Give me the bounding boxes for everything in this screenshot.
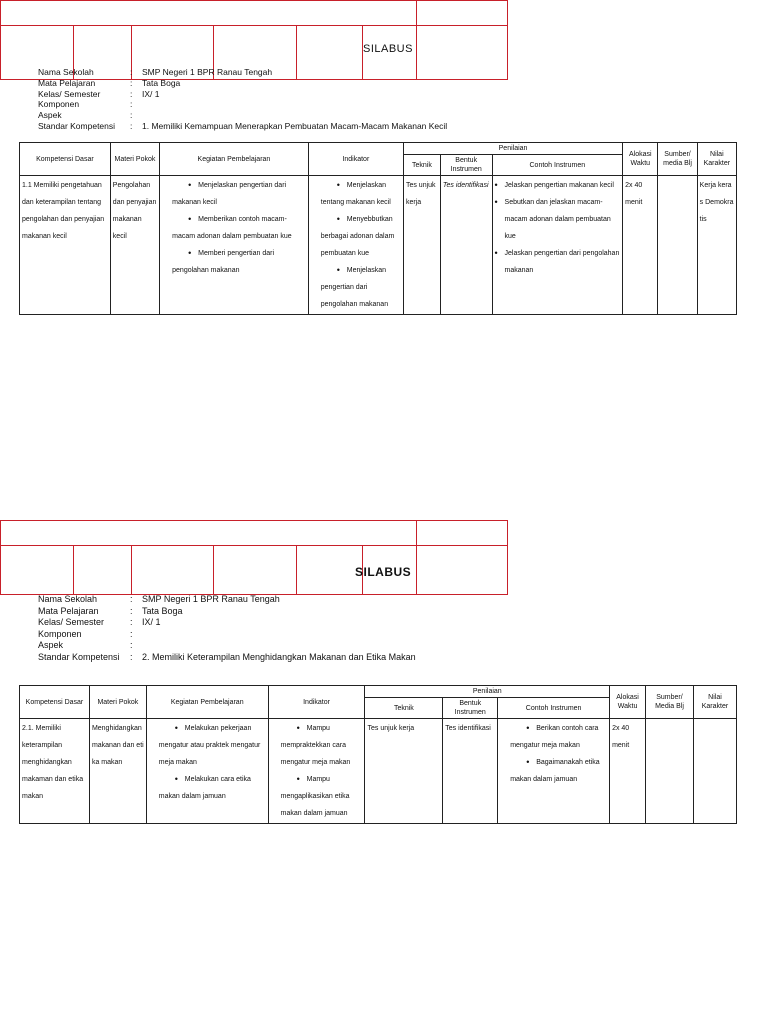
meta-key: Standar Kompetensi — [38, 120, 116, 131]
indikator-cell — [268, 719, 365, 824]
list-item: • Bagaimanakah etika makan dalam jamuan — [500, 754, 607, 788]
list-item: • Memberikan contoh macam-macam adonan dalam pembuatan kue — [162, 211, 306, 245]
col-penilaian: Penilaian — [403, 143, 622, 155]
col-alokasi: Alokasi Waktu — [623, 143, 658, 176]
col-teknik: Teknik — [403, 155, 440, 176]
col-indikator: Indikator — [268, 686, 365, 719]
nilai-cell: Kerja keras Demokratis — [697, 176, 736, 315]
meta-key: Mata Pelajaran — [38, 605, 99, 616]
col-contoh: Contoh Instrumen — [498, 698, 610, 719]
contoh-cell — [498, 719, 610, 824]
silabus-title: SILABUS — [355, 565, 412, 579]
meta-value: IX/ 1 — [142, 617, 161, 627]
meta-value: 2. Memiliki Keterampilan Menghidangkan Makanan dan Etika Makan — [142, 651, 416, 662]
kd-cell: 1.1 Memiliki pengetahuan dan keterampilan tentang pengolahan dan penyajian makanan kecil — [20, 176, 111, 315]
col-materi: Materi Pokok — [110, 143, 159, 176]
list-item: • Sebutkan dan jelaskan macam-macam adonan dalam pembuatan kue — [495, 194, 621, 245]
col-teknik: Teknik — [365, 698, 443, 719]
col-contoh: Contoh Instrumen — [492, 155, 623, 176]
list-item: • Memberi pengertian dari pengolahan makanan — [162, 245, 306, 279]
col-nilai: Nilai Karakter — [697, 143, 736, 176]
meta-key: Standar Kompetensi — [38, 651, 120, 662]
silabus-table-2 — [19, 685, 737, 824]
list-item: • Menyebbutkan berbagai adonan dalam pembuatan kue — [311, 211, 401, 262]
col-kegiatan: Kegiatan Pembelajaran — [160, 143, 309, 176]
col-alokasi: Alokasi Waktu — [610, 686, 646, 719]
meta-key: Aspek — [38, 110, 62, 121]
list-item: • Menjelaskan pengertian dari pengolahan makanan — [311, 262, 401, 313]
col-kd: Kompetensi Dasar — [20, 143, 111, 176]
col-nilai: Nilai Karakter — [693, 686, 736, 719]
col-bentuk: Bentuk Instrumen — [440, 155, 492, 176]
col-bentuk: Bentuk Instrumen — [443, 698, 498, 719]
bentuk-cell: Tes identifikasi — [443, 719, 498, 824]
list-item: • Mampu mempraktekkan cara mengatur meja makan — [271, 720, 363, 771]
col-kegiatan: Kegiatan Pembelajaran — [146, 686, 268, 719]
silabus-table-1 — [19, 142, 737, 315]
meta-key: Komponen — [38, 628, 82, 639]
kegiatan-cell — [160, 176, 309, 315]
meta-key: Nama Sekolah — [38, 594, 98, 604]
alokasi-cell: 2x 40 menit — [623, 176, 658, 315]
list-item: • Jelaskan pengertian makanan kecil — [495, 177, 621, 194]
header-top-row — [1, 521, 507, 546]
list-item: • Menjelaskan tentang makanan kecil — [311, 177, 401, 211]
sumber-cell — [658, 176, 697, 315]
alokasi-cell: 2x 40 menit — [610, 719, 646, 824]
nilai-cell — [693, 719, 736, 824]
meta-key: Mata Pelajaran — [38, 77, 96, 88]
header-box-2 — [0, 520, 508, 595]
list-item: • Jelaskan pengertian dari pengolahan makanan — [495, 245, 621, 279]
identity-block: Nama Sekolah : SMP Negeri 1 BPR Ranau Tengah Mata Pelajaran : Tata Boga Kelas/ Semester : IX/ 1 Komponen : Aspek : Standar Kompetensi : 2. Memiliki Keterampilan Menghidangkan Makanan dan Etika Makan — [38, 594, 416, 662]
col-materi: Materi Pokok — [89, 686, 146, 719]
bentuk-cell: Tes identifikasi — [440, 176, 492, 315]
col-sumber: Sumber/ Media Blj — [646, 686, 694, 719]
meta-value: Tata Boga — [142, 77, 181, 88]
meta-value: IX/ 1 — [142, 88, 160, 99]
teknik-cell: Tes unjuk kerja — [365, 719, 443, 824]
table-row — [20, 176, 737, 315]
meta-value: 1. Memiliki Kemampuan Menerapkan Pembuatan Macam-Macam Makanan Kecil — [142, 120, 448, 131]
col-kd: Kompetensi Dasar — [20, 686, 90, 719]
col-sumber: Sumber/ media Blj — [658, 143, 697, 176]
materi-cell: Pengolahan dan penyajian makanan kecil — [110, 176, 159, 315]
kd-cell: 2.1. Memiliki keterampilan menghidangkan makaman dan etika makan — [20, 719, 90, 824]
list-item: • Mampu mengaplikasikan etika makan dalam jamuan — [271, 771, 363, 822]
indikator-cell — [308, 176, 403, 315]
col-indikator: Indikator — [308, 143, 403, 176]
list-item: • Menjelaskan pengertian dari makanan kecil — [162, 177, 306, 211]
table-row — [20, 719, 737, 824]
list-item: • Berikan contoh cara mengatur meja makan — [500, 720, 607, 754]
list-item: • Melakukan pekerjaan mengatur atau praktek mengatur meja makan — [149, 720, 266, 771]
meta-value: SMP Negeri 1 BPR Ranau Tengah — [142, 594, 280, 604]
meta-key: Kelas/ Semester — [38, 88, 101, 99]
meta-key: Komponen — [38, 99, 80, 110]
meta-key: Aspek — [38, 640, 64, 650]
meta-key: Kelas/ Semester — [38, 617, 105, 627]
silabus-title: SILABUS — [363, 43, 413, 55]
list-item: • Melakukan cara etika makan dalam jamuan — [149, 771, 266, 805]
sumber-cell — [646, 719, 694, 824]
materi-cell: Menghidangkan makanan dan etika makan — [89, 719, 146, 824]
meta-key: Nama Sekolah — [38, 67, 94, 77]
identity-block: Nama Sekolah : SMP Negeri 1 BPR Ranau Tengah Mata Pelajaran : Tata Boga Kelas/ Semester : IX/ 1 Komponen : Aspek : Standar Kompetensi : 1. Memiliki Kemampuan Menerapkan Pembuatan Macam-Macam Makanan Kecil — [38, 67, 448, 131]
kegiatan-cell — [146, 719, 268, 824]
meta-value: Tata Boga — [142, 605, 183, 616]
header-top-row — [1, 1, 507, 26]
col-penilaian: Penilaian — [365, 686, 610, 698]
teknik-cell: Tes unjuk kerja — [403, 176, 440, 315]
meta-value: SMP Negeri 1 BPR Ranau Tengah — [142, 67, 273, 77]
contoh-cell — [492, 176, 623, 315]
